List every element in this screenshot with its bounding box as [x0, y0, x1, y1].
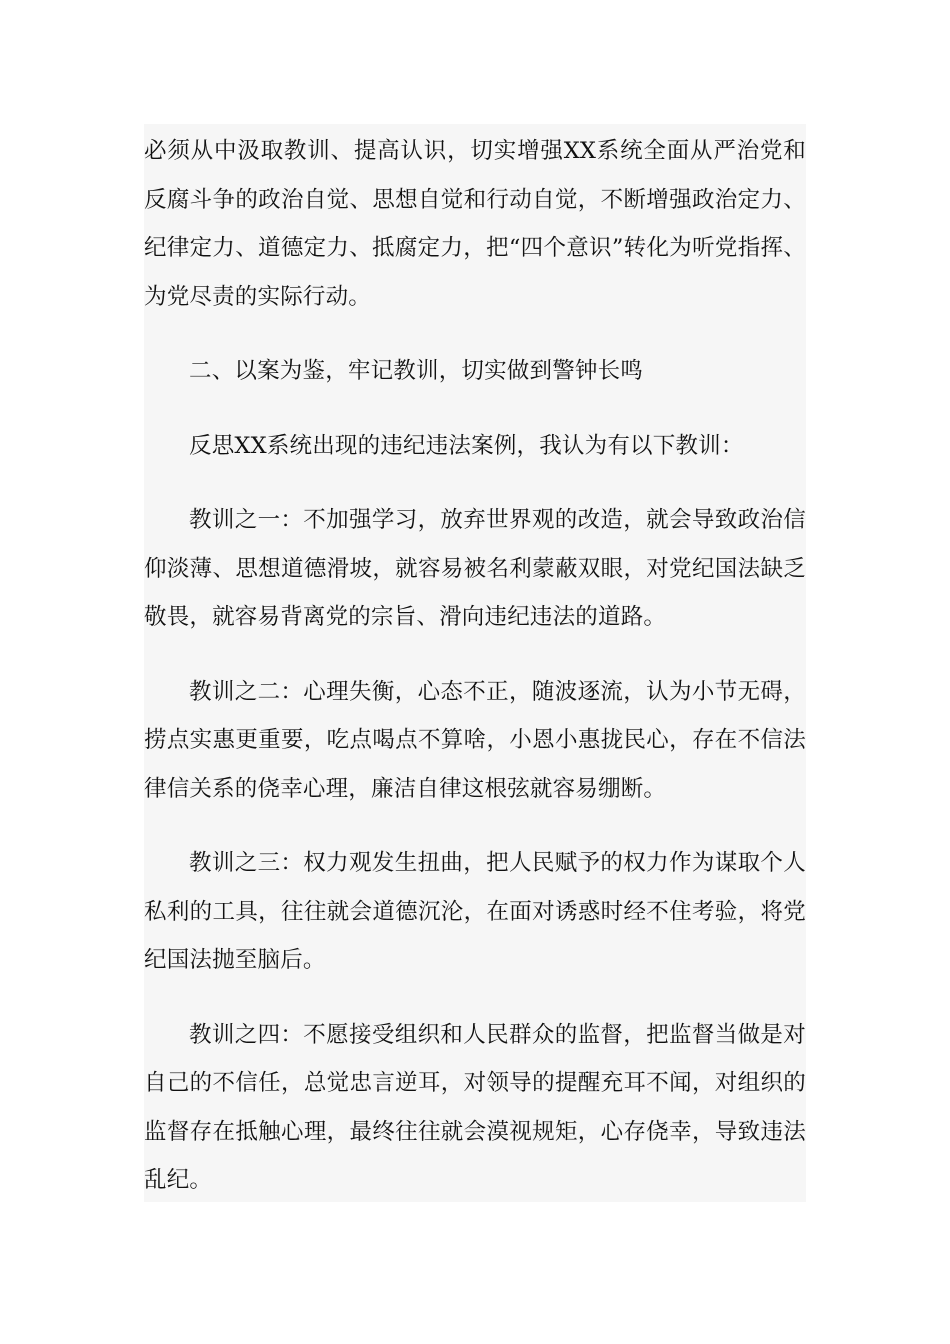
paragraph-continuation: 必须从中汲取教训、提高认识，切实增强XX系统全面从严治党和反腐斗争的政治自觉、思想自觉和行动自觉，不断增强政治定力、纪律定力、道德定力、抵腐定力，把“四个意识”转化为听党指挥、为党尽责的实际行动。	[144, 138, 806, 310]
section-heading: 二、以案为鉴，牢记教训，切实做到警钟长鸣	[189, 358, 644, 384]
paragraph-lesson-1: 教训之一：不加强学习，放弃世界观的改造，就会导致政治信仰淡薄、思想道德滑坡，就容易被名利蒙蔽双眼，对党纪国法缺乏敬畏，就容易背离党的宗旨、滑向违纪违法的道路。	[144, 507, 806, 630]
paragraph-lesson-4: 教训之四：不愿接受组织和人民群众的监督，把监督当做是对自己的不信任，总觉忠言逆耳，对领导的提醒充耳不闻，对组织的监督存在抵触心理，最终往往就会漠视规矩，心存侥幸，导致违法乱纪。	[144, 1021, 806, 1193]
paragraph-lesson-2: 教训之二：心理失衡，心态不正，随波逐流，认为小节无碍，捞点实惠更重要，吃点喝点不算啥，小恩小惠拢民心，存在不信法律信关系的侥幸心理，廉洁自律这根弦就容易绷断。	[144, 678, 806, 802]
text-body	[144, 124, 806, 1202]
paragraph-intro: 反思XX系统出现的违纪违法案例，我认为有以下教训：	[189, 432, 744, 459]
paragraph-lesson-3: 教训之三：权力观发生扭曲，把人民赋予的权力作为谋取个人私利的工具，往往就会道德沉沦，在面对诱惑时经不住考验，将党纪国法抛至脑后。	[144, 850, 806, 973]
